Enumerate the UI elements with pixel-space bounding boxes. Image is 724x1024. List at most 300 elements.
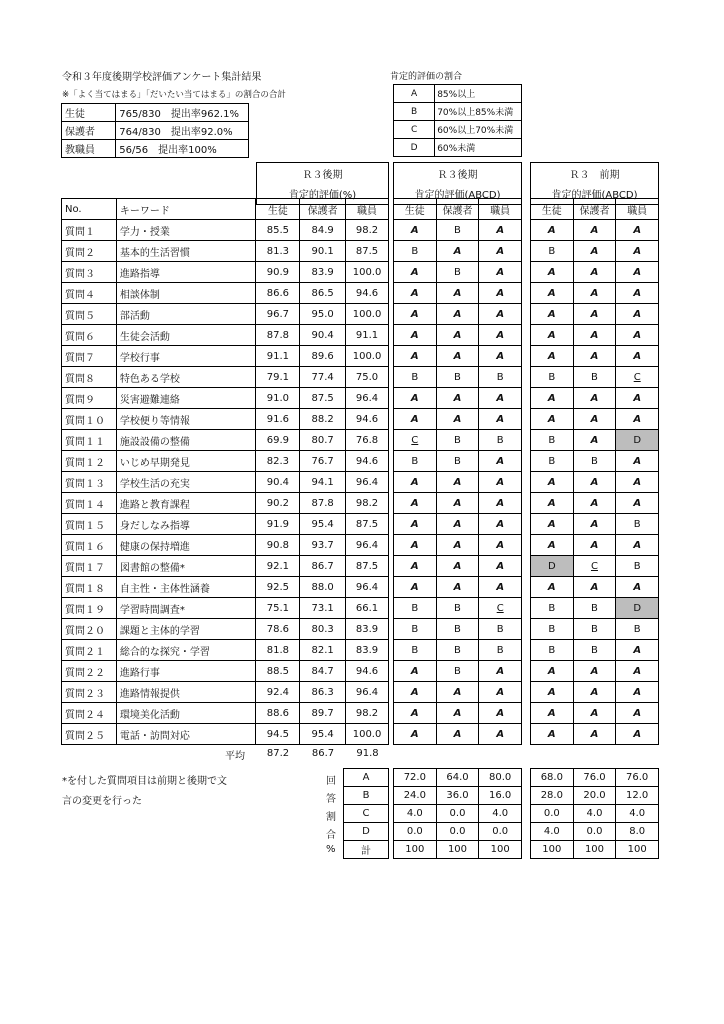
early-grade-student: B (531, 430, 574, 451)
percent-student: 85.5 (256, 220, 300, 241)
late-grade-student: B (394, 451, 437, 472)
percent-staff: 98.2 (346, 220, 389, 241)
percent-staff: 98.2 (346, 493, 389, 514)
late-grade-student: A (394, 535, 437, 556)
late-grade-parent: A (436, 388, 479, 409)
percent-parent: 84.7 (300, 661, 346, 682)
late-grade-parent: B (436, 640, 479, 661)
late-grade-staff: A (479, 262, 522, 283)
col-header-staff: 職員 (616, 199, 659, 220)
early-grade-staff: C (616, 367, 659, 388)
percent-student: 90.2 (256, 493, 300, 514)
col-header-student: 生徒 (394, 199, 437, 220)
table-row (62, 241, 389, 262)
late-grade-staff: A (479, 682, 522, 703)
table-row (531, 598, 659, 619)
summary-late-student: 100 (394, 841, 437, 859)
question-keyword: 学習時間調査* (116, 598, 256, 619)
summary-label: C (344, 805, 389, 823)
early-grade-student: A (531, 661, 574, 682)
early-grade-staff: A (616, 724, 659, 745)
early-grade-student: A (531, 283, 574, 304)
percent-staff: 98.2 (346, 703, 389, 724)
late-grade-parent: A (436, 514, 479, 535)
late-grade-student: A (394, 262, 437, 283)
ratio-title: 肯定的評価の割合 (390, 72, 463, 82)
percent-student: 88.5 (256, 661, 300, 682)
question-keyword: 身だしなみ指導 (116, 514, 256, 535)
col-header-no: No. (62, 199, 117, 220)
summary-early-parent: 76.0 (573, 769, 616, 787)
late-grade-staff: A (479, 451, 522, 472)
percent-student: 91.0 (256, 388, 300, 409)
early-grade-staff: A (616, 535, 659, 556)
col-header-student: 生徒 (256, 199, 300, 220)
percent-staff: 94.6 (346, 451, 389, 472)
early-grade-student: A (531, 409, 574, 430)
early-grade-student: A (531, 577, 574, 598)
late-grade-student: A (394, 325, 437, 346)
average-label: 平均 (225, 751, 245, 762)
table-row (62, 430, 389, 451)
percent-parent: 80.3 (300, 619, 346, 640)
late-grade-parent: B (436, 661, 479, 682)
late-grade-parent: A (436, 283, 479, 304)
question-keyword: 部活動 (116, 304, 256, 325)
summary-late-parent: 36.0 (436, 787, 479, 805)
summary-row (344, 769, 389, 787)
percent-student: 90.8 (256, 535, 300, 556)
percent-staff: 96.4 (346, 388, 389, 409)
question-no: 質問２１ (62, 640, 117, 661)
question-keyword: 学校便り等情報 (116, 409, 256, 430)
percent-parent: 90.1 (300, 241, 346, 262)
table-row (394, 304, 522, 325)
table-row (531, 493, 659, 514)
early-grade-staff: B (616, 619, 659, 640)
summary-late-student: 4.0 (394, 805, 437, 823)
table-row (394, 325, 522, 346)
question-keyword: 施設設備の整備 (116, 430, 256, 451)
summary-row (344, 841, 389, 859)
question-keyword: 環境美化活動 (116, 703, 256, 724)
late-grade-staff: A (479, 661, 522, 682)
question-no: 質問７ (62, 346, 117, 367)
late-grade-staff: A (479, 304, 522, 325)
question-no: 質問３ (62, 262, 117, 283)
late-grade-staff: A (479, 409, 522, 430)
table-row (531, 409, 659, 430)
question-no: 質問９ (62, 388, 117, 409)
question-keyword: 学校生活の充実 (116, 472, 256, 493)
early-grade-parent: A (573, 514, 616, 535)
question-no: 質問１７ (62, 556, 117, 577)
question-no: 質問２０ (62, 619, 117, 640)
percent-parent: 77.4 (300, 367, 346, 388)
table-row (394, 430, 522, 451)
summary-early-student: 68.0 (531, 769, 574, 787)
table-row (62, 724, 389, 745)
early-grade-staff: A (616, 262, 659, 283)
table-row (531, 283, 659, 304)
early-grade-parent: A (573, 325, 616, 346)
late-grade-student: A (394, 304, 437, 325)
ratio-grade: D (394, 139, 435, 157)
question-no: 質問１１ (62, 430, 117, 451)
section-header-line2: 肯定的評価(%) (257, 184, 389, 205)
early-grade-student: A (531, 703, 574, 724)
question-no: 質問１ (62, 220, 117, 241)
table-row (62, 514, 389, 535)
late-grade-parent: A (436, 325, 479, 346)
table-row (62, 367, 389, 388)
late-grade-parent: B (436, 430, 479, 451)
percent-staff: 76.8 (346, 430, 389, 451)
percent-staff: 100.0 (346, 304, 389, 325)
summary-row (531, 787, 659, 805)
percent-staff: 83.9 (346, 640, 389, 661)
late-grade-parent: A (436, 682, 479, 703)
question-keyword: 健康の保持増進 (116, 535, 256, 556)
late-grade-parent: A (436, 472, 479, 493)
col-header-staff: 職員 (479, 199, 522, 220)
early-grade-parent: A (573, 577, 616, 598)
question-keyword: 進路情報提供 (116, 682, 256, 703)
question-keyword: 進路行事 (116, 661, 256, 682)
early-grade-student: A (531, 724, 574, 745)
table-row (394, 598, 522, 619)
percent-staff: 94.6 (346, 409, 389, 430)
question-keyword: 総合的な探究・学習 (116, 640, 256, 661)
table-row (62, 346, 389, 367)
table-row (62, 304, 389, 325)
average-staff: 91.8 (356, 748, 379, 759)
early-grade-parent: B (573, 451, 616, 472)
table-row (394, 514, 522, 535)
respondent-row (62, 104, 249, 122)
early-grade-staff: D (616, 430, 659, 451)
summary-early-student: 4.0 (531, 823, 574, 841)
summary-late-staff: 80.0 (479, 769, 522, 787)
early-grade-student: B (531, 451, 574, 472)
early-grade-parent: A (573, 430, 616, 451)
percent-staff: 83.9 (346, 619, 389, 640)
table-row (531, 556, 659, 577)
summary-row (531, 823, 659, 841)
late-grade-student: A (394, 577, 437, 598)
summary-row (531, 805, 659, 823)
table-row (394, 409, 522, 430)
table-row (394, 346, 522, 367)
summary-row (344, 787, 389, 805)
late-grade-parent: A (436, 535, 479, 556)
percent-student: 91.6 (256, 409, 300, 430)
early-grade-staff: A (616, 346, 659, 367)
early-grade-staff: A (616, 472, 659, 493)
late-grade-student: C (394, 430, 437, 451)
early-grade-student: A (531, 262, 574, 283)
summary-label: D (344, 823, 389, 841)
table-row (394, 724, 522, 745)
table-row (531, 367, 659, 388)
percent-staff: 96.4 (346, 535, 389, 556)
summary-late-staff: 4.0 (479, 805, 522, 823)
early-grade-student: A (531, 220, 574, 241)
table-row (394, 619, 522, 640)
percent-staff: 100.0 (346, 262, 389, 283)
early-grade-staff: B (616, 514, 659, 535)
late-grade-student: A (394, 661, 437, 682)
percent-parent: 83.9 (300, 262, 346, 283)
question-keyword: 相談体制 (116, 283, 256, 304)
summary-side-label: 回 (326, 776, 336, 787)
table-row (531, 220, 659, 241)
summary-late-student: 24.0 (394, 787, 437, 805)
question-keyword: 電話・訪問対応 (116, 724, 256, 745)
percent-parent: 88.2 (300, 409, 346, 430)
early-grade-staff: D (616, 598, 659, 619)
late-grade-parent: B (436, 367, 479, 388)
col-header-parent: 保護者 (300, 199, 346, 220)
early-grade-student: B (531, 241, 574, 262)
summary-early-student: 0.0 (531, 805, 574, 823)
early-grade-student: B (531, 367, 574, 388)
percent-student: 88.6 (256, 703, 300, 724)
late-grade-student: B (394, 241, 437, 262)
percent-student: 75.1 (256, 598, 300, 619)
percent-student: 81.8 (256, 640, 300, 661)
question-keyword: 学校行事 (116, 346, 256, 367)
percent-staff: 96.4 (346, 472, 389, 493)
early-grade-staff: A (616, 640, 659, 661)
summary-late-staff: 16.0 (479, 787, 522, 805)
summary-early-student: 28.0 (531, 787, 574, 805)
late-grade-student: A (394, 472, 437, 493)
early-grade-student: B (531, 640, 574, 661)
question-keyword: 課題と主体的学習 (116, 619, 256, 640)
question-no: 質問１４ (62, 493, 117, 514)
question-no: 質問１３ (62, 472, 117, 493)
table-row (62, 619, 389, 640)
summary-row (531, 841, 659, 859)
table-row (531, 451, 659, 472)
page-title: 令和３年度後期学校評価アンケート集計結果 (62, 72, 262, 83)
table-row (394, 493, 522, 514)
percent-parent: 94.1 (300, 472, 346, 493)
table-row (531, 388, 659, 409)
summary-early-staff: 8.0 (616, 823, 659, 841)
percent-staff: 87.5 (346, 514, 389, 535)
late-grade-student: B (394, 598, 437, 619)
question-no: 質問１５ (62, 514, 117, 535)
late-grade-student: A (394, 682, 437, 703)
summary-row (531, 769, 659, 787)
question-keyword: 特色ある学校 (116, 367, 256, 388)
summary-row (394, 841, 522, 859)
late-grade-staff: A (479, 472, 522, 493)
summary-late-table (393, 768, 522, 859)
summary-row (394, 769, 522, 787)
percent-staff: 96.4 (346, 682, 389, 703)
section-header-line1: Ｒ３後期 (257, 163, 389, 184)
percent-parent: 95.4 (300, 724, 346, 745)
survey-table-early-grades (530, 198, 659, 745)
ratio-grade: A (394, 85, 435, 103)
ratio-range: 60%未満 (435, 139, 522, 157)
late-grade-parent: A (436, 703, 479, 724)
late-grade-staff: A (479, 241, 522, 262)
early-grade-staff: A (616, 682, 659, 703)
ratio-legend (393, 84, 522, 157)
respondent-group: 生徒 (62, 104, 116, 122)
column-header-row (531, 199, 659, 220)
percent-staff: 66.1 (346, 598, 389, 619)
percent-student: 82.3 (256, 451, 300, 472)
table-row (62, 220, 389, 241)
table-row (394, 262, 522, 283)
percent-parent: 86.7 (300, 556, 346, 577)
percent-student: 91.1 (256, 346, 300, 367)
early-grade-staff: A (616, 577, 659, 598)
early-grade-student: A (531, 493, 574, 514)
question-keyword: いじめ早期発見 (116, 451, 256, 472)
percent-staff: 75.0 (346, 367, 389, 388)
footnote-line1: *を付した質問項目は前期と後期で文 (62, 776, 227, 787)
respondent-table (61, 103, 249, 158)
table-row (394, 577, 522, 598)
table-row (62, 703, 389, 724)
late-grade-staff: A (479, 577, 522, 598)
early-grade-parent: B (573, 598, 616, 619)
question-keyword: 自主性・主体性涵養 (116, 577, 256, 598)
table-row (531, 472, 659, 493)
percent-student: 96.7 (256, 304, 300, 325)
late-grade-student: A (394, 724, 437, 745)
table-row (394, 367, 522, 388)
early-grade-parent: A (573, 241, 616, 262)
percent-parent: 95.0 (300, 304, 346, 325)
percent-student: 78.6 (256, 619, 300, 640)
early-grade-parent: A (573, 262, 616, 283)
question-no: 質問２４ (62, 703, 117, 724)
late-grade-student: B (394, 640, 437, 661)
respondent-text: 56/56 提出率100% (116, 140, 249, 158)
late-grade-staff: A (479, 703, 522, 724)
col-header-student: 生徒 (531, 199, 574, 220)
early-grade-parent: A (573, 703, 616, 724)
question-no: 質問５ (62, 304, 117, 325)
summary-row (394, 787, 522, 805)
table-row (62, 682, 389, 703)
late-grade-parent: A (436, 241, 479, 262)
percent-student: 91.9 (256, 514, 300, 535)
percent-parent: 87.8 (300, 493, 346, 514)
question-no: 質問８ (62, 367, 117, 388)
question-no: 質問１８ (62, 577, 117, 598)
summary-early-parent: 4.0 (573, 805, 616, 823)
respondent-row (62, 140, 249, 158)
late-grade-staff: A (479, 220, 522, 241)
summary-label-table (343, 768, 389, 859)
survey-table-percent (61, 198, 389, 745)
percent-student: 92.1 (256, 556, 300, 577)
early-grade-student: A (531, 514, 574, 535)
summary-early-staff: 4.0 (616, 805, 659, 823)
summary-early-staff: 76.0 (616, 769, 659, 787)
respondent-row (62, 122, 249, 140)
summary-early-table (530, 768, 659, 859)
percent-parent: 82.1 (300, 640, 346, 661)
table-row (62, 661, 389, 682)
late-grade-staff: B (479, 430, 522, 451)
percent-parent: 80.7 (300, 430, 346, 451)
table-row (62, 283, 389, 304)
late-grade-parent: A (436, 724, 479, 745)
percent-parent: 86.5 (300, 283, 346, 304)
late-grade-student: A (394, 493, 437, 514)
respondent-group: 教職員 (62, 140, 116, 158)
late-grade-parent: B (436, 598, 479, 619)
late-grade-student: A (394, 220, 437, 241)
table-row (62, 598, 389, 619)
ratio-range: 70%以上85%未満 (435, 103, 522, 121)
late-grade-parent: A (436, 556, 479, 577)
question-no: 質問２３ (62, 682, 117, 703)
table-row (394, 472, 522, 493)
late-grade-parent: A (436, 493, 479, 514)
late-grade-student: A (394, 388, 437, 409)
question-keyword: 学力・授業 (116, 220, 256, 241)
late-grade-parent: A (436, 346, 479, 367)
early-grade-student: B (531, 619, 574, 640)
summary-late-student: 72.0 (394, 769, 437, 787)
early-grade-parent: C (573, 556, 616, 577)
summary-side-label: 割 (326, 812, 336, 823)
column-header-row (62, 199, 389, 220)
late-grade-staff: A (479, 556, 522, 577)
table-row (531, 304, 659, 325)
late-grade-student: B (394, 367, 437, 388)
question-keyword: 災害避難連絡 (116, 388, 256, 409)
table-row (531, 640, 659, 661)
late-grade-staff: A (479, 388, 522, 409)
summary-early-student: 100 (531, 841, 574, 859)
table-row (394, 682, 522, 703)
late-grade-parent: A (436, 304, 479, 325)
summary-label: 計 (344, 841, 389, 859)
early-grade-parent: A (573, 346, 616, 367)
early-grade-student: A (531, 346, 574, 367)
respondent-text: 765/830 提出率962.1% (116, 104, 249, 122)
early-grade-parent: B (573, 640, 616, 661)
late-grade-staff: B (479, 640, 522, 661)
table-row (394, 661, 522, 682)
percent-parent: 93.7 (300, 535, 346, 556)
late-grade-parent: B (436, 262, 479, 283)
summary-early-parent: 0.0 (573, 823, 616, 841)
table-row (62, 577, 389, 598)
early-grade-staff: A (616, 283, 659, 304)
table-row (531, 262, 659, 283)
ratio-grade: B (394, 103, 435, 121)
late-grade-student: A (394, 409, 437, 430)
early-grade-staff: A (616, 325, 659, 346)
early-grade-student: A (531, 388, 574, 409)
col-header-staff: 職員 (346, 199, 389, 220)
late-grade-student: A (394, 283, 437, 304)
early-grade-parent: A (573, 661, 616, 682)
percent-student: 90.4 (256, 472, 300, 493)
